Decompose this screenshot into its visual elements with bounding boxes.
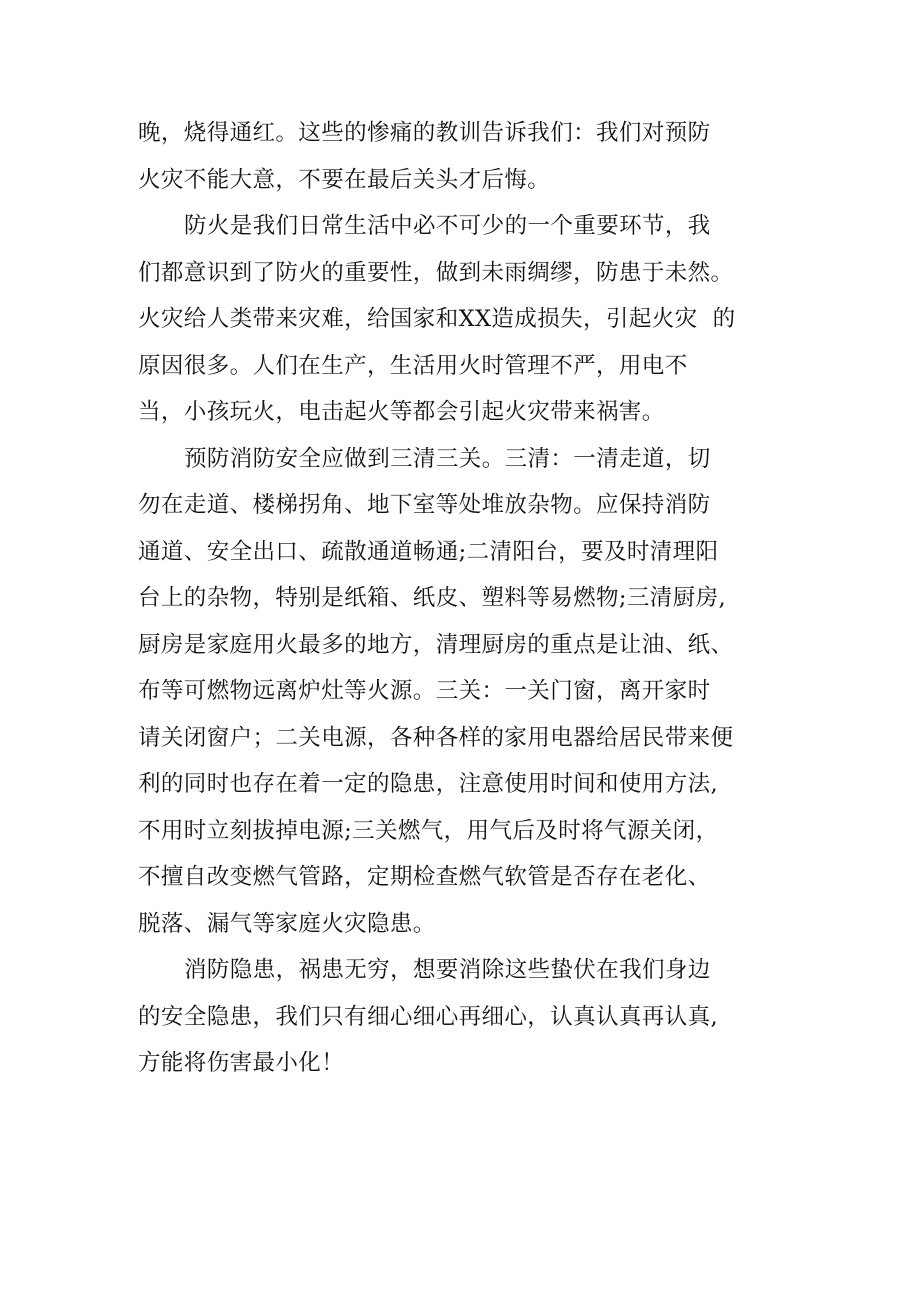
paragraph-3 <box>138 436 798 948</box>
text-line: 们都意识到了防火的重要性，做到未雨绸缪，防患于未然。 <box>138 259 734 286</box>
text-line: 火灾给人类带来灾难，给国家和XX造成损失，引起火灾 的 <box>138 306 736 332</box>
text-line: 通道、安全出口、疏散通道畅通;二清阳台，要及时清理阳 <box>138 538 719 565</box>
document-body <box>138 110 798 1087</box>
text-line: 厨房是家庭用火最多的地方，清理厨房的重点是让油、纸、 <box>138 631 734 658</box>
text-line: 脱落、漏气等家庭火灾隐患。 <box>138 910 436 937</box>
paragraph-1 <box>138 110 798 203</box>
text-line: 的安全隐患，我们只有细心细心再细心，认真认真再认真, <box>138 1003 719 1030</box>
text-line: 方能将伤害最小化！ <box>138 1050 345 1076</box>
text-line: 火灾不能大意，不要在最后关头才后悔。 <box>138 166 551 193</box>
text-line: 不擅自改变燃气管路，定期检查燃气软管是否存在老化、 <box>138 864 711 890</box>
text-line: 原因很多。人们在生产，生活用火时管理不严，用电不 <box>138 352 688 379</box>
text-line: 不用时立刻拔掉电源;三关燃气，用气后及时将气源关闭， <box>138 817 719 844</box>
text-line: 利的同时也存在着一定的隐患，注意使用时间和使用方法, <box>138 771 719 797</box>
text-line: 晚，烧得通红。这些的惨痛的教训告诉我们：我们对预防 <box>138 120 711 146</box>
text-line: 勿在走道、楼梯拐角、地下室等处堆放杂物。应保持消防 <box>138 492 711 518</box>
text-line: 消防隐患，祸患无穷，想要消除这些蛰伏在我们身边 <box>184 957 711 983</box>
paragraph-2 <box>138 203 798 436</box>
text-line: 布等可燃物远离炉灶等火源。三关：一关门窗，离开家时 <box>138 678 711 704</box>
text-line: 台上的杂物，特别是纸箱、纸皮、塑料等易燃物;三清厨房, <box>138 585 727 611</box>
paragraph-4 <box>138 947 798 1087</box>
text-line: 当，小孩玩火，电击起火等都会引起火灾带来祸害。 <box>138 399 665 425</box>
text-line: 请关闭窗户；二关电源，各种各样的家用电器给居民带来便 <box>138 724 734 751</box>
text-line: 预防消防安全应做到三清三关。三清：一清走道，切 <box>184 445 711 472</box>
text-line: 防火是我们日常生活中必不可少的一个重要环节，我 <box>184 213 711 239</box>
